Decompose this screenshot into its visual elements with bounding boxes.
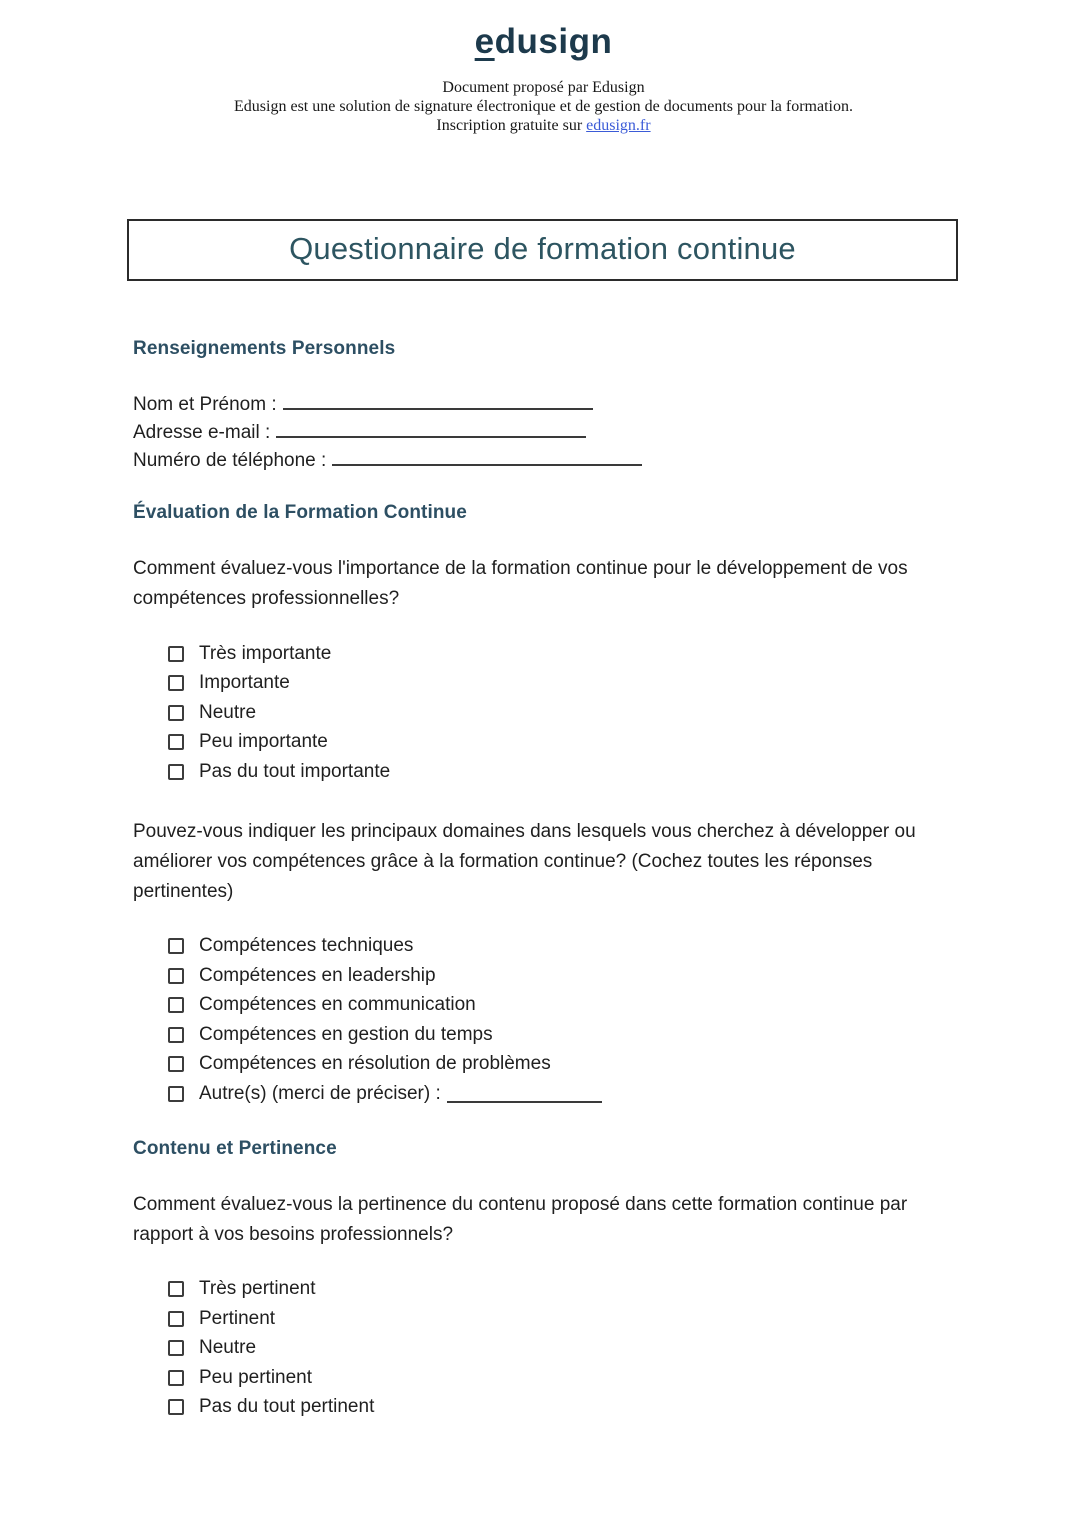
option-label: Pertinent <box>199 1307 276 1329</box>
checkbox-pas-du-tout-pertinent[interactable] <box>168 1399 184 1415</box>
option-competences-communication <box>168 991 958 1021</box>
option-peu-importante <box>168 728 958 758</box>
checkbox-competences-gestion-temps[interactable] <box>168 1027 184 1043</box>
option-neutre-importance <box>168 698 958 728</box>
option-label: Compétences en gestion du temps <box>199 1023 493 1045</box>
option-label: Pas du tout importante <box>199 760 391 782</box>
option-label: Compétences en résolution de problèmes <box>199 1053 551 1075</box>
edusign-logo <box>0 22 1087 62</box>
document-content <box>133 338 958 1422</box>
question-domaines: Pouvez-vous indiquer les principaux domaines dans lesquels vous cherchez à développer ou améliorer vos compétences grâce à la formation continue? (Cochez toutes les réponses pertinentes) <box>133 820 916 902</box>
checkbox-peu-pertinent[interactable] <box>168 1370 184 1386</box>
option-label: Très pertinent <box>199 1278 316 1300</box>
checkbox-tres-pertinent[interactable] <box>168 1281 184 1297</box>
option-tres-importante <box>168 639 958 669</box>
edusign-logo-e: e <box>474 22 495 61</box>
option-competences-techniques <box>168 932 958 962</box>
option-pas-du-tout-importante <box>168 757 958 787</box>
option-competences-gestion-temps <box>168 1020 958 1050</box>
checkbox-competences-techniques[interactable] <box>168 938 184 954</box>
option-label: Compétences techniques <box>199 935 414 957</box>
option-importante <box>168 669 958 699</box>
checkbox-tres-importante[interactable] <box>168 646 184 662</box>
option-tres-pertinent <box>168 1275 958 1305</box>
checkbox-competences-leadership[interactable] <box>168 968 184 984</box>
title-box <box>127 219 958 281</box>
section-heading-evaluation: Évaluation de la Formation Continue <box>133 502 467 523</box>
section-heading-contenu: Contenu et Pertinence <box>133 1137 337 1159</box>
importance-options-list <box>133 639 958 787</box>
section-personal <box>133 338 958 475</box>
header-info-line2: Edusign est une solution de signature électronique et de gestion de documents pour la formation. <box>234 98 853 115</box>
option-pertinent <box>168 1304 958 1334</box>
option-label: Très importante <box>199 642 332 664</box>
personal-fields <box>133 391 958 475</box>
option-label: Compétences en leadership <box>199 964 436 986</box>
checkbox-pertinent[interactable] <box>168 1311 184 1327</box>
field-email-label: Adresse e-mail : <box>133 422 271 443</box>
header-info-line1: Document proposé par Edusign <box>442 79 645 96</box>
checkbox-importante[interactable] <box>168 675 184 691</box>
edusign-fr-link[interactable]: edusign.fr <box>586 117 651 134</box>
field-phone-write-line[interactable] <box>332 447 642 466</box>
option-label: Importante <box>199 672 290 694</box>
option-label: Peu pertinent <box>199 1366 313 1388</box>
field-phone-label: Numéro de téléphone : <box>133 450 327 471</box>
option-competences-resolution-problemes <box>168 1050 958 1080</box>
option-label: Compétences en communication <box>199 994 476 1016</box>
header-info-line3 <box>0 116 1087 135</box>
domaines-options-list <box>133 932 958 1109</box>
option-autres <box>168 1079 958 1109</box>
header-info <box>0 78 1087 135</box>
checkbox-competences-resolution-problemes[interactable] <box>168 1056 184 1072</box>
checkbox-neutre-importance[interactable] <box>168 705 184 721</box>
option-competences-leadership <box>168 961 958 991</box>
option-label: Autre(s) (merci de préciser) : <box>199 1082 441 1104</box>
field-email-write-line[interactable] <box>276 419 586 438</box>
option-label: Pas du tout pertinent <box>199 1396 375 1418</box>
option-label: Neutre <box>199 1337 257 1359</box>
checkbox-autres[interactable] <box>168 1086 184 1102</box>
checkbox-pas-du-tout-importante[interactable] <box>168 764 184 780</box>
checkbox-neutre-pertinence[interactable] <box>168 1340 184 1356</box>
pertinence-options-list <box>133 1275 958 1423</box>
field-name-write-line[interactable] <box>283 391 593 410</box>
option-neutre-pertinence <box>168 1334 958 1364</box>
checkbox-peu-importante[interactable] <box>168 734 184 750</box>
autres-write-line[interactable] <box>447 1084 602 1103</box>
section-heading-personal: Renseignements Personnels <box>133 338 396 359</box>
header-info-line3-text: Inscription gratuite sur <box>436 117 587 134</box>
option-label: Neutre <box>199 701 257 723</box>
page-title: Questionnaire de formation continue <box>289 231 796 266</box>
field-name <box>133 391 958 419</box>
section-evaluation <box>133 502 958 1109</box>
field-phone <box>133 447 958 475</box>
option-label: Peu importante <box>199 731 328 753</box>
edusign-logo-rest: dusign <box>494 22 613 61</box>
field-name-label: Nom et Prénom : <box>133 394 277 415</box>
section-contenu <box>133 1138 958 1423</box>
field-email <box>133 419 958 447</box>
option-pas-du-tout-pertinent <box>168 1393 958 1423</box>
question-importance: Comment évaluez-vous l'importance de la formation continue pour le développement de vos compétences professionnelles? <box>133 558 908 609</box>
question-pertinence: Comment évaluez-vous la pertinence du contenu proposé dans cette formation continue par rapport à vos besoins professionnels? <box>133 1193 908 1245</box>
option-peu-pertinent <box>168 1363 958 1393</box>
checkbox-competences-communication[interactable] <box>168 997 184 1013</box>
